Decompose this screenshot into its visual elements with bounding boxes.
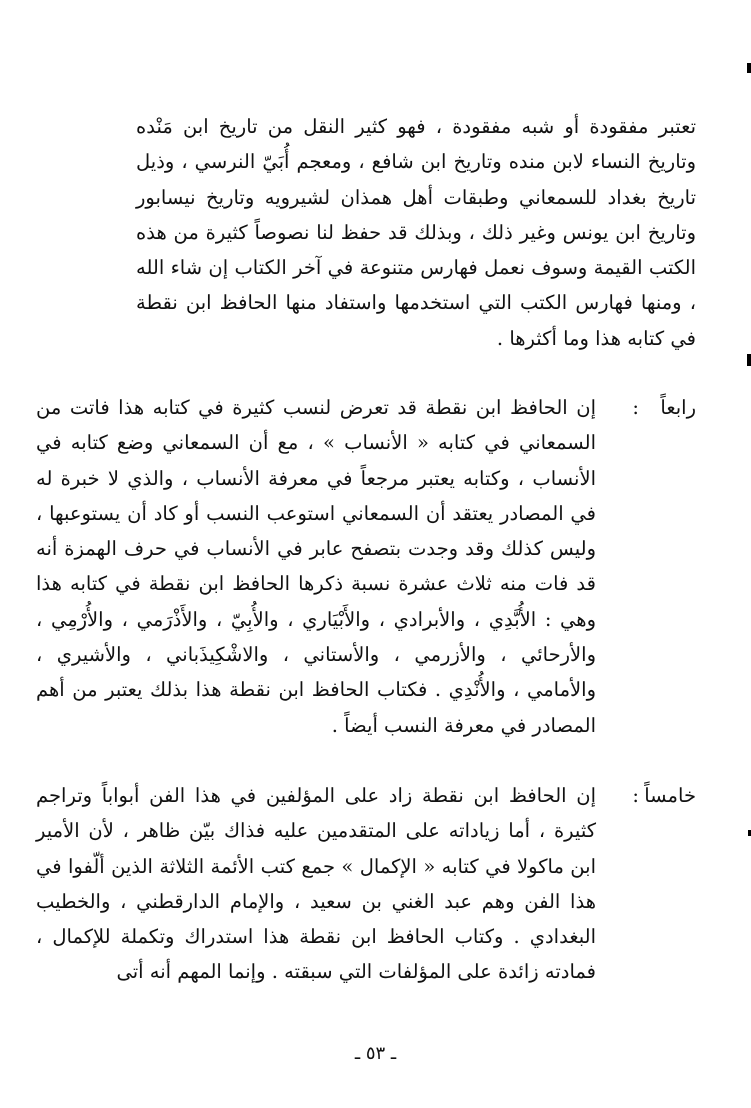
point-five-label: خامساً	[644, 784, 696, 807]
scan-edge-mark	[747, 63, 751, 73]
point-four-label: رابعاً	[660, 396, 696, 419]
scan-edge-mark	[747, 354, 751, 366]
intro-paragraph: تعتبر مفقودة أو شبه مفقودة ، فهو كثير النقل من تاريخ ابن مَنْده وتاريخ النساء لابن منده وتاريخ ابن شافع ، ومعجم أُبَيّ النرسي ، وذيل تاريخ بغداد للسمعاني وطبقات أهل همذان لشيرويه وتاريخ نيسابور وتاريخ ابن يونس وغير ذلك ، وبذلك قد حفظ لنا نصوصاً كثيرة من هذه الكتب القيمة وسوف نعمل فهارس متنوعة في آخر الكتاب إن شاء الله ، ومنها فهارس الكتب التي استخدمها واستفاد منها الحافظ ابن نقطة في كتابه هذا وما أكثرها .	[136, 115, 696, 350]
point-four-colon: :	[632, 396, 639, 419]
point-four-text: إن الحافظ ابن نقطة قد تعرض لنسب كثيرة في كتابه هذا فاتت من السمعاني في كتابه « الأنساب » ، مع أن السمعاني وضع كتابه في الأنساب ، وكتابه يعتبر مرجعاً في معرفة الأنساب ، والذي لا خبرة له في المصادر يعتقد أن السمعاني استوعب النسب أو كاد أن يستوعبها ، وليس كذلك وقد وجدت بتصفح عابر في الأنساب في حرف الهمزة أنه قد فات منه ثلاث عشرة نسبة ذكرها الحافظ ابن نقطة في كتابه هذا وهي : الأُبَّدِي ، والأبرادي ، والأَبْيَاري ، والأُبِيّ ، والأَذْرَمي ، والأُرْمِي ، والأرحائي ، والأزرمي ، والأستاني ، والاشْكِيذَباني ، والأشيري ، والأمامي ، والأُنْدِي . فكتاب الحافظ ابن نقطة هذا بذلك يعتبر من أهم المصادر في معرفة النسب أيضاً .	[36, 396, 596, 737]
page-number: ـ ٥٣ ـ	[354, 1043, 397, 1064]
point-five-text: إن الحافظ ابن نقطة زاد على المؤلفين في هذا الفن أبواباً وتراجم كثيرة ، أما زياداته على المتقدمين عليه فذاك بيّن ظاهر ، لأن الأمير ابن ماكولا في كتابه « الإكمال » جمع كتب الأئمة الثلاثة الذين ألّفوا في هذا الفن وهم عبد الغني بن سعيد ، والإمام الدارقطني ، والخطيب البغدادي . وكتاب الحافظ ابن نقطة هذا استدراك وتكملة للإكمال ، فمادته زائدة على المؤلفات التي سبقته . وإنما المهم أنه أتى	[36, 784, 596, 984]
point-five-colon: :	[632, 784, 639, 807]
